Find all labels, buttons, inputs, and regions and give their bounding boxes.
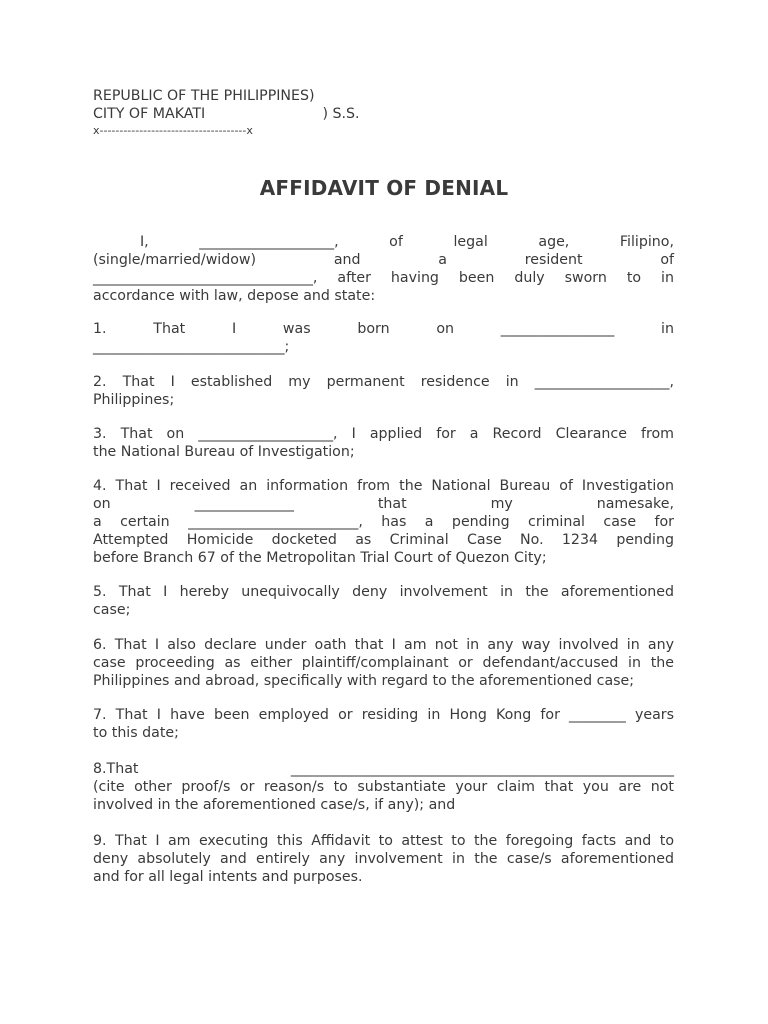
venue-city: CITY OF MAKATI ) S.S.: [93, 106, 360, 122]
p8-line-3: involved in the aforementioned case/s, if any); and: [93, 797, 456, 813]
p1-line-1: 1. That I was born on ________________ in: [93, 321, 674, 337]
paragraph-2: [93, 373, 674, 409]
paragraph-6: [93, 636, 674, 690]
intro-line-2: (single/married/widow) and a resident of: [93, 252, 674, 268]
p4-line-4: Attempted Homicide docketed as Criminal Case No. 1234 pending: [93, 532, 674, 548]
p4-line-1: 4. That I received an information from the National Bureau of Investigation: [93, 478, 674, 494]
p5-line-1: 5. That I hereby unequivocally deny involvement in the aforementioned: [93, 584, 674, 600]
venue-country: REPUBLIC OF THE PHILIPPINES): [93, 88, 315, 104]
venue-separator: x-------------------------------------x: [93, 124, 253, 137]
venue-block: [93, 87, 360, 139]
p2-line-2: Philippines;: [93, 392, 175, 408]
p4-line-2: on ______________ that my namesake,: [93, 496, 674, 512]
p7-line-2: to this date;: [93, 725, 179, 741]
p9-line-2: deny absolutely and entirely any involvement in the case/s aforementioned: [93, 851, 674, 867]
p6-line-3: Philippines and abroad, specifically with regard to the aforementioned case;: [93, 673, 635, 689]
paragraph-8: [93, 760, 674, 814]
p6-line-2: case proceeding as either plaintiff/complainant or defendant/accused in the: [93, 655, 674, 671]
paragraph-7: [93, 706, 674, 742]
intro-line-3: _______________________________, after having been duly sworn to in: [93, 270, 674, 286]
p9-line-1: 9. That I am executing this Affidavit to attest to the foregoing facts and to: [93, 833, 674, 849]
p1-line-2: ___________________________;: [93, 339, 290, 355]
intro-paragraph: [93, 233, 674, 305]
p6-line-1: 6. That I also declare under oath that I am not in any way involved in any: [93, 637, 674, 653]
paragraph-1: [93, 320, 674, 356]
p8-line-2: (cite other proof/s or reason/s to substantiate your claim that you are not: [93, 779, 674, 795]
paragraph-4: [93, 477, 674, 567]
paragraph-3: [93, 425, 674, 461]
p7-line-1: 7. That I have been employed or residing in Hong Kong for ________ years: [93, 707, 674, 723]
intro-line-4: accordance with law, depose and state:: [93, 288, 376, 304]
p4-line-5: before Branch 67 of the Metropolitan Trial Court of Quezon City;: [93, 550, 547, 566]
paragraph-5: [93, 583, 674, 619]
p3-line-2: the National Bureau of Investigation;: [93, 444, 355, 460]
p2-line-1: 2. That I established my permanent residence in ___________________,: [93, 374, 674, 390]
p8-line-1: 8.That ______________________________________________________: [93, 761, 674, 777]
p9-line-3: and for all legal intents and purposes.: [93, 869, 363, 885]
p3-line-1: 3. That on ___________________, I applied for a Record Clearance from: [93, 426, 674, 442]
p4-line-3: a certain ________________________, has a pending criminal case for: [93, 514, 674, 530]
paragraph-9: [93, 832, 674, 886]
p5-line-2: case;: [93, 602, 131, 618]
document-title: AFFIDAVIT OF DENIAL: [259, 176, 509, 200]
intro-line-1: I, ___________________, of legal age, Filipino,: [140, 234, 674, 250]
